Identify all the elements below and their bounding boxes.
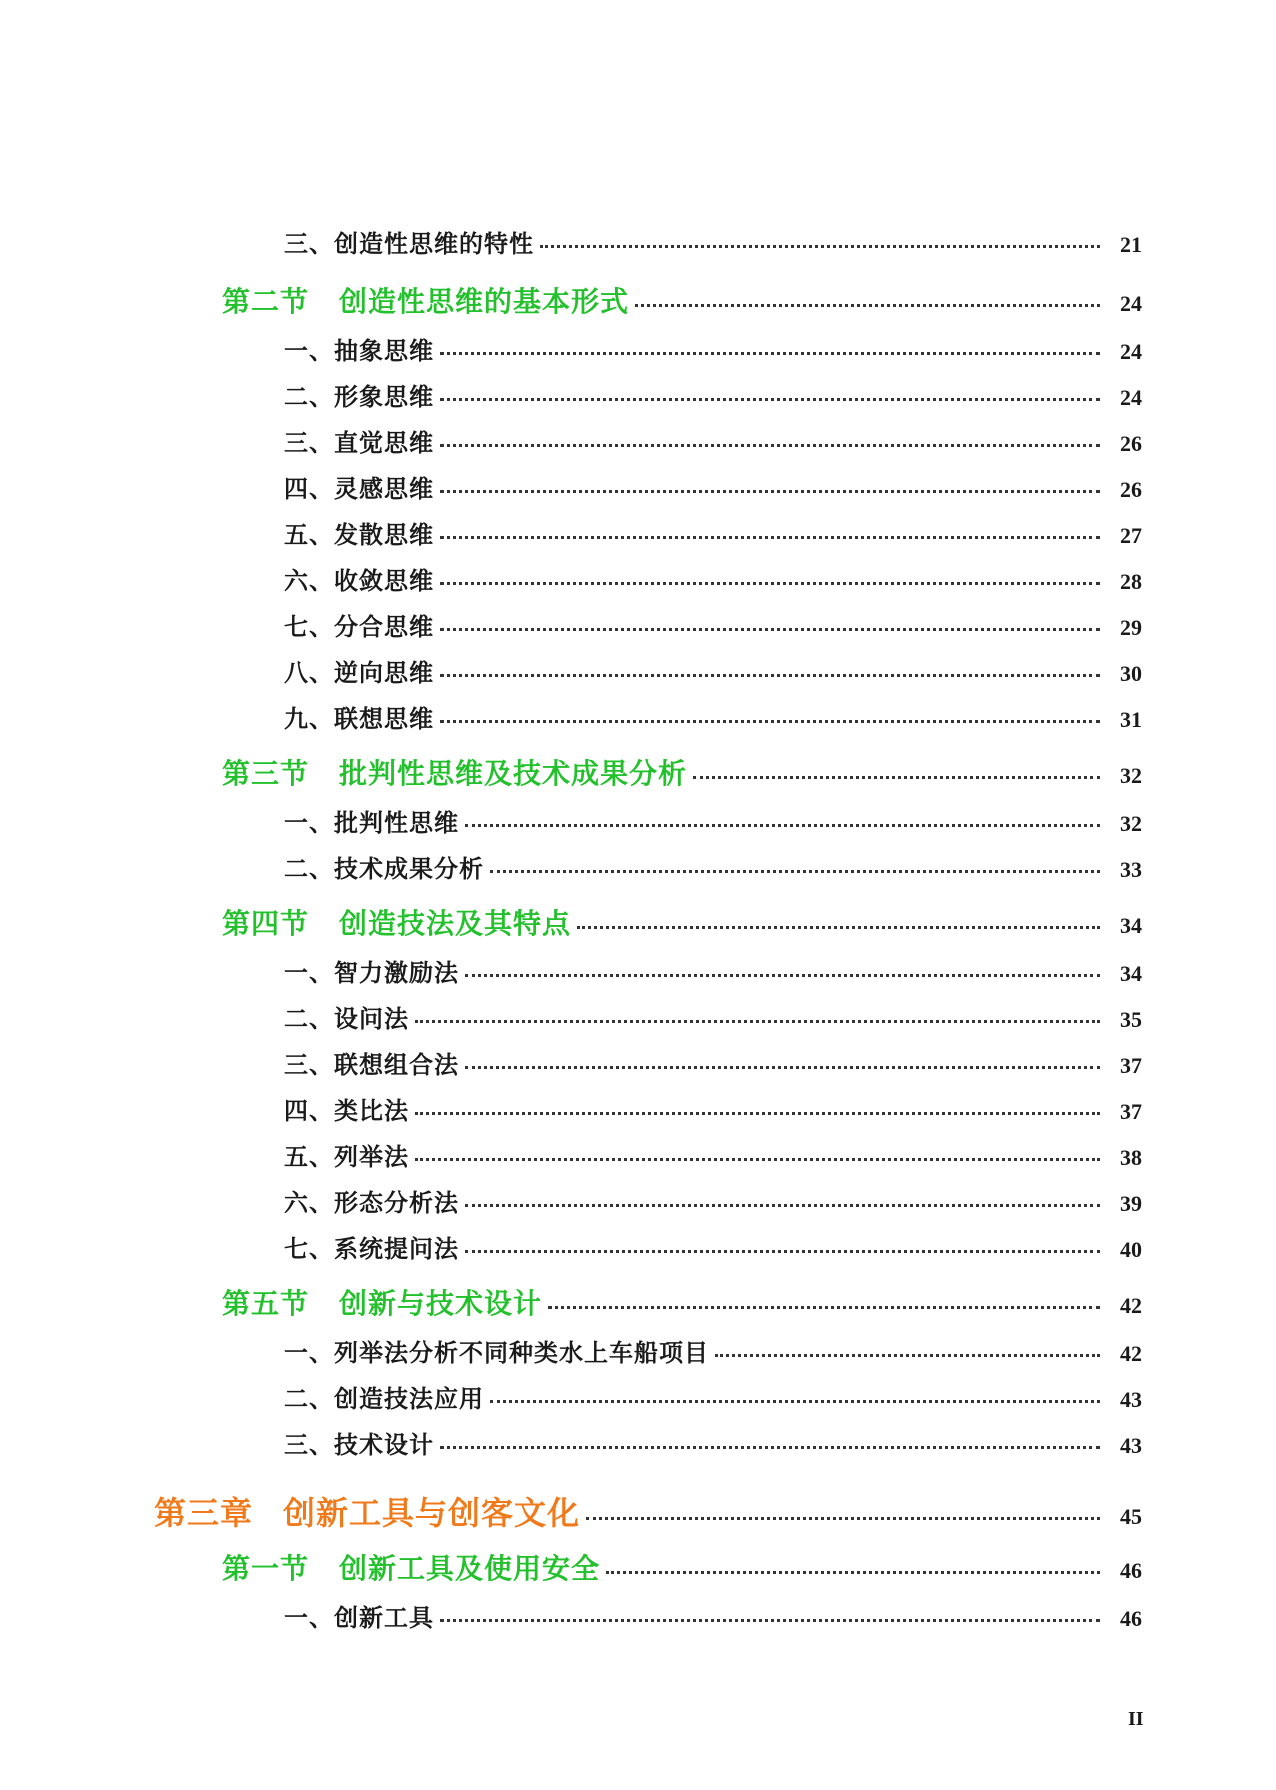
toc-leader-dots <box>586 1517 1100 1520</box>
toc-item[interactable] <box>284 515 1142 550</box>
toc-page-number: 28 <box>1120 569 1142 594</box>
toc-section[interactable] <box>222 1282 1142 1322</box>
toc-section[interactable] <box>222 752 1142 792</box>
toc-chapter-label <box>154 1488 580 1534</box>
toc-page-number: 34 <box>1120 961 1142 986</box>
toc-page-number: 43 <box>1120 1387 1142 1412</box>
toc-item-label: 四、灵感思维 <box>284 474 434 503</box>
toc-page-number: 31 <box>1120 707 1142 732</box>
toc-item-label: 五、列举法 <box>284 1142 409 1171</box>
toc-item-label: 二、创造技法应用 <box>284 1384 484 1413</box>
toc-section-label <box>222 280 629 320</box>
toc-page-number: 34 <box>1120 913 1142 938</box>
toc-item[interactable] <box>284 653 1142 688</box>
toc-item-label: 七、系统提问法 <box>284 1234 459 1263</box>
toc-item[interactable] <box>284 849 1142 884</box>
toc-item-label: 八、逆向思维 <box>284 658 434 687</box>
toc-section[interactable] <box>222 280 1142 320</box>
toc-leader-dots <box>440 628 1100 631</box>
toc-leader-dots <box>440 536 1100 539</box>
toc-section-label <box>222 752 687 792</box>
toc-leader-dots <box>440 352 1100 355</box>
toc-page-number: 42 <box>1120 1341 1142 1366</box>
toc-item-label: 五、发散思维 <box>284 520 434 549</box>
toc-page-number: 38 <box>1120 1145 1142 1170</box>
toc-item-label: 一、批判性思维 <box>284 808 459 837</box>
toc-section-label <box>222 1547 600 1587</box>
toc-leader-dots <box>440 444 1100 447</box>
toc-leader-dots <box>635 304 1100 307</box>
toc-page-number: 46 <box>1120 1606 1142 1631</box>
toc-page-number: 35 <box>1120 1007 1142 1032</box>
toc-item-label: 一、智力激励法 <box>284 958 459 987</box>
toc-item-label: 一、抽象思维 <box>284 336 434 365</box>
toc-page-number: 39 <box>1120 1191 1142 1216</box>
section-title: 创造技法及其特点 <box>339 907 572 940</box>
toc-leader-dots <box>440 582 1100 585</box>
toc-section[interactable] <box>222 902 1142 942</box>
toc-leader-dots <box>465 1204 1100 1207</box>
toc-item-label: 一、列举法分析不同种类水上车船项目 <box>284 1338 709 1367</box>
toc-item[interactable] <box>284 1183 1142 1218</box>
toc-item[interactable] <box>284 1379 1142 1414</box>
toc-leader-dots <box>577 926 1100 929</box>
toc-item-label: 七、分合思维 <box>284 612 434 641</box>
section-number: 第一节 <box>222 1552 310 1585</box>
toc-page-number: 45 <box>1120 1504 1142 1529</box>
section-title: 创新工具及使用安全 <box>339 1552 601 1585</box>
toc-page-number: 24 <box>1120 385 1142 410</box>
toc-item-label: 二、设问法 <box>284 1004 409 1033</box>
toc-page-number: 26 <box>1120 431 1142 456</box>
section-title: 创造性思维的基本形式 <box>339 285 630 318</box>
toc-leader-dots <box>440 720 1100 723</box>
toc-page-number: 24 <box>1120 339 1142 364</box>
toc-chapter[interactable] <box>154 1488 1142 1534</box>
toc-leader-dots <box>465 824 1100 827</box>
section-number: 第二节 <box>222 285 310 318</box>
section-number: 第五节 <box>222 1287 310 1320</box>
toc-item[interactable] <box>284 224 1142 259</box>
toc-leader-dots <box>715 1354 1100 1357</box>
toc-item[interactable] <box>284 699 1142 734</box>
toc-leader-dots <box>440 674 1100 677</box>
toc-item-label: 三、技术设计 <box>284 1430 434 1459</box>
chapter-title: 创新工具与创客文化 <box>283 1494 581 1532</box>
toc-leader-dots <box>440 1619 1100 1622</box>
section-number: 第三节 <box>222 757 310 790</box>
toc-item[interactable] <box>284 423 1142 458</box>
toc-item-label: 六、形态分析法 <box>284 1188 459 1217</box>
toc-page-number: 27 <box>1120 523 1142 548</box>
toc-leader-dots <box>465 974 1100 977</box>
toc-section-label <box>222 902 571 942</box>
toc-item[interactable] <box>284 377 1142 412</box>
toc-leader-dots <box>540 245 1100 248</box>
toc-page-number: 32 <box>1120 763 1142 788</box>
toc-item[interactable] <box>284 1229 1142 1264</box>
section-number: 第四节 <box>222 907 310 940</box>
section-title: 批判性思维及技术成果分析 <box>339 757 688 790</box>
toc-leader-dots <box>440 1446 1100 1449</box>
toc-leader-dots <box>693 776 1100 779</box>
toc-page-number: 37 <box>1120 1053 1142 1078</box>
toc-leader-dots <box>490 1400 1100 1403</box>
toc-leader-dots <box>415 1158 1100 1161</box>
toc-leader-dots <box>606 1571 1100 1574</box>
toc-page-number: 26 <box>1120 477 1142 502</box>
toc-leader-dots <box>440 398 1100 401</box>
toc-page-number: 33 <box>1120 857 1142 882</box>
toc-leader-dots <box>415 1020 1100 1023</box>
toc-page-number: 29 <box>1120 615 1142 640</box>
toc-page-number: 43 <box>1120 1433 1142 1458</box>
toc-page-number: 46 <box>1120 1558 1142 1583</box>
toc-leader-dots <box>490 870 1100 873</box>
section-title: 创新与技术设计 <box>339 1287 543 1320</box>
toc-item-label: 六、收敛思维 <box>284 566 434 595</box>
toc-page-number: 42 <box>1120 1293 1142 1318</box>
toc-leader-dots <box>465 1066 1100 1069</box>
toc-item[interactable] <box>284 607 1142 642</box>
toc-page-number: 40 <box>1120 1237 1142 1262</box>
toc-leader-dots <box>415 1112 1100 1115</box>
toc-item-label: 一、创新工具 <box>284 1603 434 1632</box>
toc-item[interactable] <box>284 999 1142 1034</box>
toc-page-number: 32 <box>1120 811 1142 836</box>
toc-item-label: 三、联想组合法 <box>284 1050 459 1079</box>
toc-item[interactable] <box>284 331 1142 366</box>
toc-page-number: 24 <box>1120 291 1142 316</box>
toc-item[interactable] <box>284 1425 1142 1460</box>
toc-item[interactable] <box>284 561 1142 596</box>
toc-page-number: 21 <box>1120 232 1142 257</box>
chapter-number: 第三章 <box>154 1494 254 1532</box>
toc-item-label: 二、形象思维 <box>284 382 434 411</box>
toc-leader-dots <box>465 1250 1100 1253</box>
toc-item-label: 三、直觉思维 <box>284 428 434 457</box>
toc-item[interactable] <box>284 469 1142 504</box>
toc-page-number: 37 <box>1120 1099 1142 1124</box>
toc-item[interactable] <box>284 1598 1142 1633</box>
toc-item[interactable] <box>284 803 1142 838</box>
toc-item[interactable] <box>284 1045 1142 1080</box>
page-number: II <box>1128 1708 1144 1730</box>
toc-item[interactable] <box>284 953 1142 988</box>
toc-leader-dots <box>548 1306 1100 1309</box>
toc-item[interactable] <box>284 1137 1142 1172</box>
toc-page-number: 30 <box>1120 661 1142 686</box>
toc-item-label: 二、技术成果分析 <box>284 854 484 883</box>
toc-item-label: 三、创造性思维的特性 <box>284 229 534 258</box>
toc-section[interactable] <box>222 1547 1142 1587</box>
toc-leader-dots <box>440 490 1100 493</box>
toc-item[interactable] <box>284 1091 1142 1126</box>
toc-section-label <box>222 1282 542 1322</box>
toc-item-label: 四、类比法 <box>284 1096 409 1125</box>
toc-item-label: 九、联想思维 <box>284 704 434 733</box>
toc-item[interactable] <box>284 1333 1142 1368</box>
